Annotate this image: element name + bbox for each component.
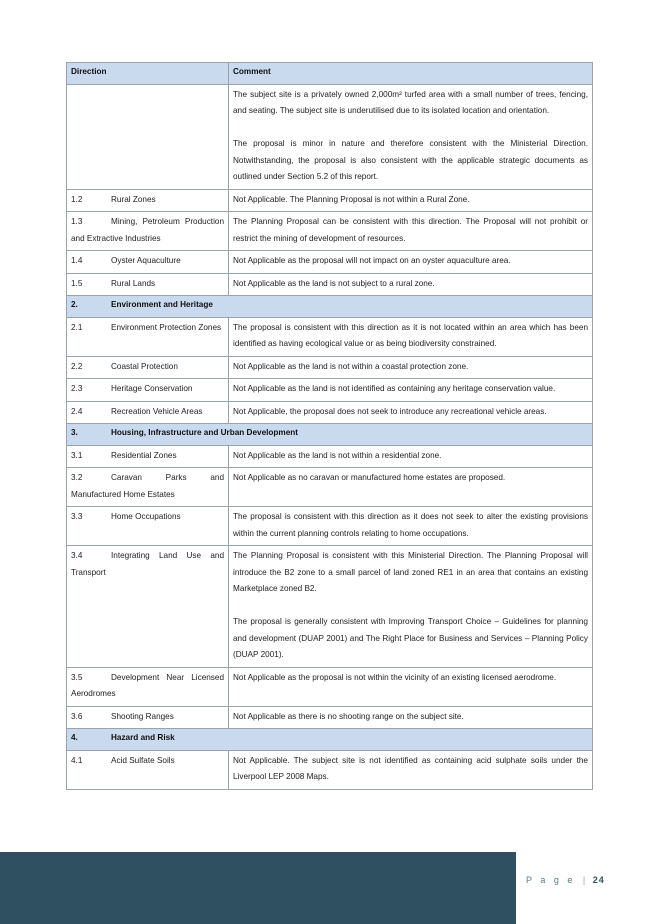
direction-name: Home Occupations — [111, 512, 181, 521]
direction-name: Residential Zones — [111, 450, 177, 460]
section-title: 2. Environment and Heritage — [67, 296, 593, 318]
direction-name: Caravan Parks and Manufactured Home Estates — [71, 473, 224, 499]
page-separator: | — [582, 875, 586, 885]
comment-cell: Not Applicable as the proposal will not impact on an oyster aquaculture area. — [229, 251, 593, 274]
direction-number: 3.2 — [71, 473, 83, 482]
direction-cell — [67, 667, 229, 706]
comment-cell: Not Applicable as the land is not identified as containing any heritage conservation value. — [229, 379, 593, 402]
table-row — [67, 317, 593, 356]
comment-cell: The proposal is consistent with this direction as it is not located within an area which has been identified as having ecological value or as being biodiversity constrained. — [229, 317, 593, 356]
directions-table — [66, 62, 593, 790]
direction-number: 2.1 — [71, 322, 83, 332]
direction-number: 3.1 — [71, 450, 83, 460]
direction-name: Heritage Conservation — [111, 384, 193, 393]
table-row — [67, 356, 593, 379]
direction-cell — [67, 401, 229, 424]
comment-cell: Not Applicable as the proposal is not within the vicinity of an existing licensed aerodrome. — [229, 667, 593, 706]
direction-number: 2.3 — [71, 384, 83, 393]
page-number: 24 — [592, 875, 605, 885]
comment-cell: Not Applicable as the land is not within a residential zone. — [229, 445, 593, 468]
comment-paragraph: The proposal is minor in nature and therefore consistent with the Ministerial Direction. Notwithstanding, the proposal is also consistent with the applicable strategic documents as outlined under Section 5.2 of this report. — [233, 139, 588, 181]
table-row-continuation — [67, 84, 593, 189]
direction-name: Oyster Aquaculture — [111, 256, 181, 265]
table-row — [67, 750, 593, 789]
comment-cell — [229, 546, 593, 668]
table-row — [67, 401, 593, 424]
direction-number: 3.6 — [71, 711, 83, 721]
comment-paragraph: The Planning Proposal is consistent with this Ministerial Direction. The Planning Proposal will introduce the B2 zone to a small parcel of land zoned RE1 in an area that contains an existing Marketplace zoned B2. — [233, 551, 588, 593]
comment-column-header: Comment — [229, 63, 593, 85]
page-number-label — [526, 875, 605, 885]
direction-cell — [67, 507, 229, 546]
direction-cell — [67, 356, 229, 379]
direction-column-header: Direction — [67, 63, 229, 85]
section-row-2 — [67, 296, 593, 318]
direction-name: Rural Zones — [111, 194, 156, 204]
section-row-3 — [67, 424, 593, 446]
direction-cell — [67, 189, 229, 212]
table-row — [67, 212, 593, 251]
direction-cell: 3.4 Integrating Land Use and Transport — [67, 546, 229, 668]
direction-number: 1.5 — [71, 278, 83, 288]
direction-cell — [67, 706, 229, 729]
page-word: P a g e — [526, 875, 576, 885]
table-row — [67, 507, 593, 546]
direction-name: Environment Protection Zones — [111, 322, 222, 332]
direction-cell — [67, 379, 229, 402]
comment-cell — [229, 84, 593, 189]
direction-name: Mining, Petroleum Production and Extractive Industries — [71, 217, 224, 243]
comment-cell: Not Applicable. The Planning Proposal is not within a Rural Zone. — [229, 189, 593, 212]
direction-number: 2.4 — [71, 406, 83, 416]
comment-cell: The Planning Proposal can be consistent with this direction. The Proposal will not prohibit or restrict the mining of development of resources. — [229, 212, 593, 251]
direction-name: Recreation Vehicle Areas — [111, 406, 203, 416]
direction-number: 2.2 — [71, 361, 83, 371]
table-row — [67, 667, 593, 706]
direction-number: 1.2 — [71, 194, 83, 204]
section-title: 4. Hazard and Risk — [67, 729, 593, 751]
direction-number: 3.5 — [71, 672, 83, 682]
direction-name: Acid Sulfate Soils — [111, 755, 175, 765]
table-row-3-4 — [67, 546, 593, 668]
comment-cell: Not Applicable as the land is not subject to a rural zone. — [229, 273, 593, 296]
table-row — [67, 379, 593, 402]
table-row — [67, 468, 593, 507]
direction-cell — [67, 212, 229, 251]
direction-cell — [67, 750, 229, 789]
direction-number: 1.4 — [71, 256, 83, 265]
table-row — [67, 251, 593, 274]
direction-cell — [67, 317, 229, 356]
direction-cell — [67, 84, 229, 189]
comment-cell: Not Applicable. The subject site is not identified as containing acid sulphate soils under the Liverpool LEP 2008 Maps. — [229, 750, 593, 789]
comment-paragraph: The proposal is generally consistent with Improving Transport Choice – Guidelines for planning and development (DUAP 2001) and The Right Place for Business and Services – Planning Policy (DUAP 2001). — [233, 617, 588, 659]
comment-cell: Not Applicable as no caravan or manufactured home estates are proposed. — [229, 468, 593, 507]
direction-cell — [67, 273, 229, 296]
table-header-row — [67, 63, 593, 85]
section-row-4 — [67, 729, 593, 751]
comment-cell: Not Applicable, the proposal does not seek to introduce any recreational vehicle areas. — [229, 401, 593, 424]
direction-name: Development Near Licensed Aerodromes — [71, 672, 224, 698]
comment-paragraph: The subject site is a privately owned 2,000m² turfed area with a small number of trees, fencing, and seating. The subject site is underutilised due to its isolated location and orientation. — [233, 89, 588, 115]
table-row — [67, 273, 593, 296]
table-row — [67, 189, 593, 212]
direction-name: Rural Lands — [111, 278, 156, 288]
direction-cell — [67, 468, 229, 507]
direction-number: 3.3 — [71, 512, 83, 521]
table-row — [67, 706, 593, 729]
direction-name: Shooting Ranges — [111, 711, 174, 721]
direction-number: 4.1 — [71, 755, 83, 765]
comment-cell: The proposal is consistent with this direction as it does not seek to alter the existing provisions within the current planning controls relating to home occupations. — [229, 507, 593, 546]
direction-cell — [67, 445, 229, 468]
table-row — [67, 445, 593, 468]
direction-name: Coastal Protection — [111, 361, 178, 371]
direction-number: 1.3 — [71, 217, 83, 226]
comment-cell: Not Applicable as there is no shooting range on the subject site. — [229, 706, 593, 729]
footer-bar — [0, 852, 516, 924]
section-title: 3. Housing, Infrastructure and Urban Development — [67, 424, 593, 446]
comment-cell: Not Applicable as the land is not within a coastal protection zone. — [229, 356, 593, 379]
direction-cell — [67, 251, 229, 274]
